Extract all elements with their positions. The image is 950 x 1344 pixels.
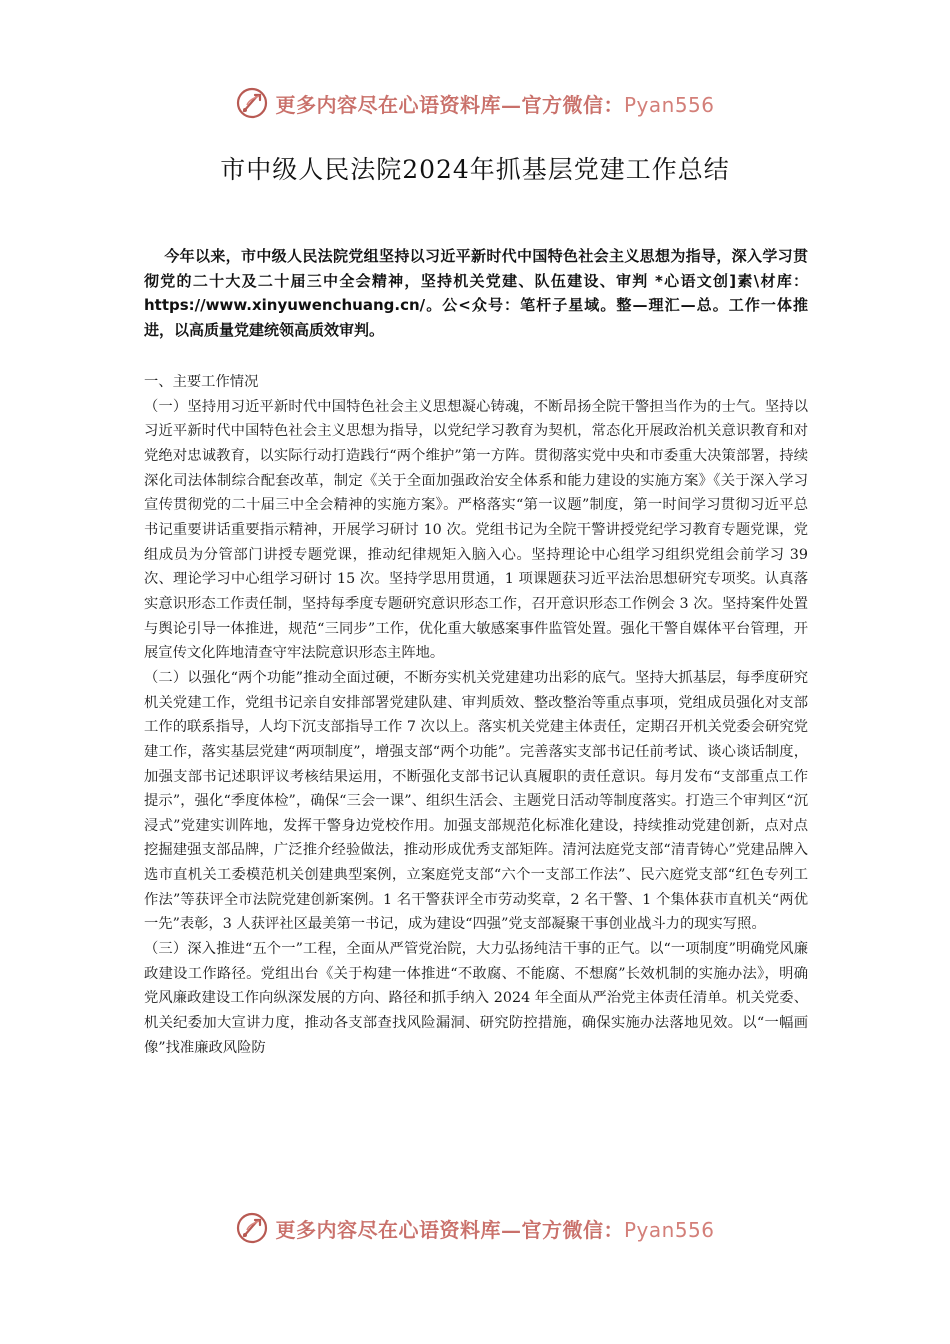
body-paragraph-1: （一）坚持用习近平新时代中国特色社会主义思想凝心铸魂，不断昂扬全院干警担当作为的士气。坚持以习近平新时代中国特色社会主义思想为指导，以党纪学习教育为契机，常态化开展政治机关意识教育和对党绝对忠诚教育，以实际行动打造践行“两个维护”第一方阵。贯彻落实党中央和市委重大决策部署，持续深化司法体制综合配套改革，制定《关于全面加强政治安全体系和能力建设的实施方案》《关于深入学习宣传贯彻党的二十届三中全会精神的实施方案》。严格落实“第一议题”制度，第一时间学习贯彻习近平总书记重要讲话重要指示精神，开展学习研讨 10 次。党组书记为全院干警讲授党纪学习教育专题党课，党组成员为分管部门讲授专题党课，推动纪律规矩入脑入心。坚持理论中心组学习组织党组会前学习 39 次、理论学习中心组学习研讨 15 次。坚持学思用贯通，1 项课题获习近平法治思想研究专项奖。认真落实意识形态工作责任制，坚持每季度专题研究意识形态工作，召开意识形态工作例会 3 次。坚持案件处置与舆论引导一体推进，规范“三同步”工作，优化重大敏感案事件监管处置。强化干警自媒体平台管理，开展宣传文化阵地清查守牢法院意识形态主阵地。 — [144, 398, 808, 662]
watermark-banner-top — [0, 83, 950, 123]
intro-paragraph — [144, 244, 808, 343]
document-body — [144, 370, 808, 1060]
banner-text — [275, 89, 714, 118]
document-title: 市中级人民法院2024年抓基层党建工作总结 — [220, 155, 730, 184]
section-heading: 一、主要工作情况 — [144, 374, 259, 390]
banner-wechat-id: Pyan556 — [623, 1217, 715, 1242]
banner-slogan: 更多内容尽在心语资料库—官方微信： — [275, 1217, 624, 1242]
banner-wechat-id: Pyan556 — [623, 92, 715, 117]
banner-text — [275, 1214, 714, 1243]
quill-logo-icon — [235, 1211, 269, 1245]
intro-text: 今年以来，市中级人民法院党组坚持以习近平新时代中国特色社会主义思想为指导，深入学习贯彻党的二十大及二十届三中全会精神，坚持机关党建、队伍建设、审判 *心语文创]素\材库：https://www.xinyuwenchuang.cn/。公<众号：笔杆子星域。整—理汇—总。工作一体推进，以高质量党建统领高质效审判。 — [144, 247, 808, 340]
quill-logo-icon — [235, 86, 269, 120]
watermark-banner-bottom — [0, 1208, 950, 1248]
banner-slogan: 更多内容尽在心语资料库—官方微信： — [275, 92, 624, 117]
body-paragraph-2: （二）以强化“两个功能”推动全面过硬，不断夯实机关党建建功出彩的底气。坚持大抓基层，每季度研究机关党建工作，党组书记亲自安排部署党建队建、审判质效、整改整治等重点事项，党组成员强化对支部工作的联系指导，人均下沉支部指导工作 7 次以上。落实机关党建主体责任，定期召开机关党委会研究党建工作，落实基层党建“两项制度”，增强支部“两个功能”。完善落实支部书记任前考试、谈心谈话制度，加强支部书记述职评议考核结果运用，不断强化支部书记认真履职的责任意识。每月发布“支部重点工作提示”，强化“季度体检”，确保“三会一课”、组织生活会、主题党日活动等制度落实。打造三个审判区“沉浸式”党建实训阵地，发挥干警身边党校作用。加强支部规范化标准化建设，持续推动党建创新，点对点挖掘建强支部品牌，广泛推介经验做法，推动形成优秀支部矩阵。清河法庭党支部“清青铸心”党建品牌入选市直机关工委模范机关创建典型案例，立案庭党支部“六个一支部工作法”、民六庭党支部“红色专列工作法”等获评全市法院党建创新案例。1 名干警获评全市劳动奖章，2 名干警、1 个集体获市直机关“两优一先”表彰，3 人获评社区最美第一书记，成为建设“四强”党支部凝聚干事创业战斗力的现实写照。 — [144, 669, 808, 933]
body-paragraph-3: （三）深入推进“五个一”工程，全面从严管党治院，大力弘扬纯洁干事的正气。以“一项制度”明确党风廉政建设工作路径。党组出台《关于构建一体推进“不敢腐、不能腐、不想腐”长效机制的实施办法》，明确党风廉政建设工作向纵深发展的方向、路径和抓手纳入 2024 年全面从严治党主体责任清单。机关党委、机关纪委加大宣讲力度，推动各支部查找风险漏洞、研究防控措施，确保实施办法落地见效。以“一幅画像”找准廉政风险防 — [144, 941, 808, 1056]
